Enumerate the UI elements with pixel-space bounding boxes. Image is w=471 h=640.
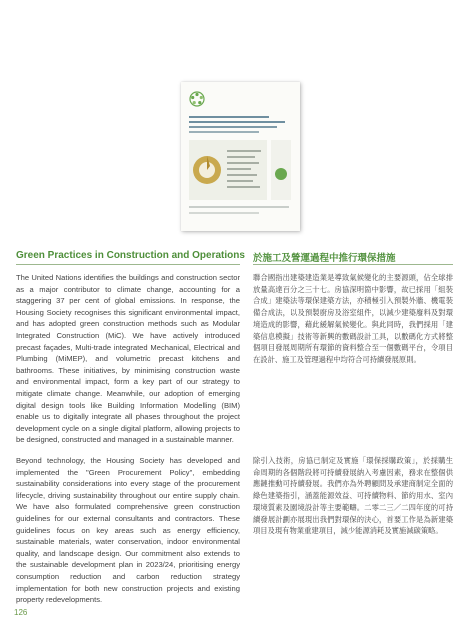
certificate-footer-line xyxy=(189,212,259,214)
paragraph-zh-1: 聯合國指出建築建造業是導致氣候變化的主要源頭，佔全球排放量高達百分之三十七。房協深明箇中影響，故已採用「組裝合成」建築法等環保建築方法，亦積極引入預製外牆、機電裝備合成法，以及預製廚房及浴室組件，以減少建築廢料及對環境造成的影響，藉此緩解氣候變化。與此同時，我們採用「建築信息模擬」技術等新興的數碼設計工具，以數碼化方式將整個項目發展周期所有環節的資料整合至一個數碼平台，令項目在設計、施工及管理過程中均符合可持續發展原則。 xyxy=(253,273,453,364)
certificate-seal-icon xyxy=(275,168,287,180)
green-building-logo-icon xyxy=(189,91,205,107)
certificate-image xyxy=(181,82,300,231)
certificate-rating-panel xyxy=(189,140,267,200)
paragraph-en-1: The United Nations identifies the buildings and construction sector as a major contributor to climate change, accounting for a staggering 37 per cent of global emissions. In response, the Housing Society recognises this significant environmental impact, and has adopted green construction methods such as Modular Integrated Construction (MiC). We have actively introduced precast façades, Multi-trade integrated Mechanical, Electrical and Plumbing (MiMEP), and volumetric precast kitchens and bathrooms. These initiatives, by minimising construction waste and environmental impact, form a key part of our strategy to mitigate climate change. Meanwhile, our adoption of emerging digital design tools like Building Information Modelling (BIM) enable us to digitally integrate all phases throughout the project development cycle on a single digital platform, allowing projects to be designed, constructed and managed in a sustainable manner. xyxy=(16,273,240,445)
heading-divider-zh xyxy=(253,264,453,265)
paragraph-en-2: Beyond technology, the Housing Society has developed and implemented the "Green Procurement Policy", embedding sustainability considerations into every stage of the procurement lifecycle, driving sustainability throughout our entire supply chain. We have also formulated comprehensive green construction guidelines for our external consultants and contractors. These guidelines focus on key areas such as energy efficiency, sustainable materials, water conservation, indoor environmental quality, and landscape design. Our commitment also extends to the sustainable development plan in 2023/24, prioritising energy consumption reduction and carbon reduction strategy implementation for both new construction projects and existing property redevelopments. xyxy=(16,456,240,605)
section-heading-zh: 於施工及營運過程中推行環保措施 xyxy=(253,253,396,264)
certificate-footer-line xyxy=(189,206,289,208)
page-number: 126 xyxy=(14,608,28,617)
rating-wheel-icon xyxy=(189,140,267,200)
paragraph-zh-2: 除引入技術，房協已制定及實施「環保採購政策」，於採購生命周期的各個階段將可持續發展納入考慮因素，務求在整個供應鏈推動可持續發展。我們亦為外聘顧問及承建商制定全面的綠色建築指引，涵蓋能源效益、可持續物料、節約用水、室內環境質素及園境設計等主要範疇。二零二三／二四年度的可持續發展計劃亦展現出我們對環保的決心，首要工作是為新建築項目及現有物業重建項目，減少能源消耗及實施減碳策略。 xyxy=(253,456,453,536)
heading-divider-en xyxy=(16,264,240,265)
section-heading-en: Green Practices in Construction and Operations xyxy=(16,250,245,261)
